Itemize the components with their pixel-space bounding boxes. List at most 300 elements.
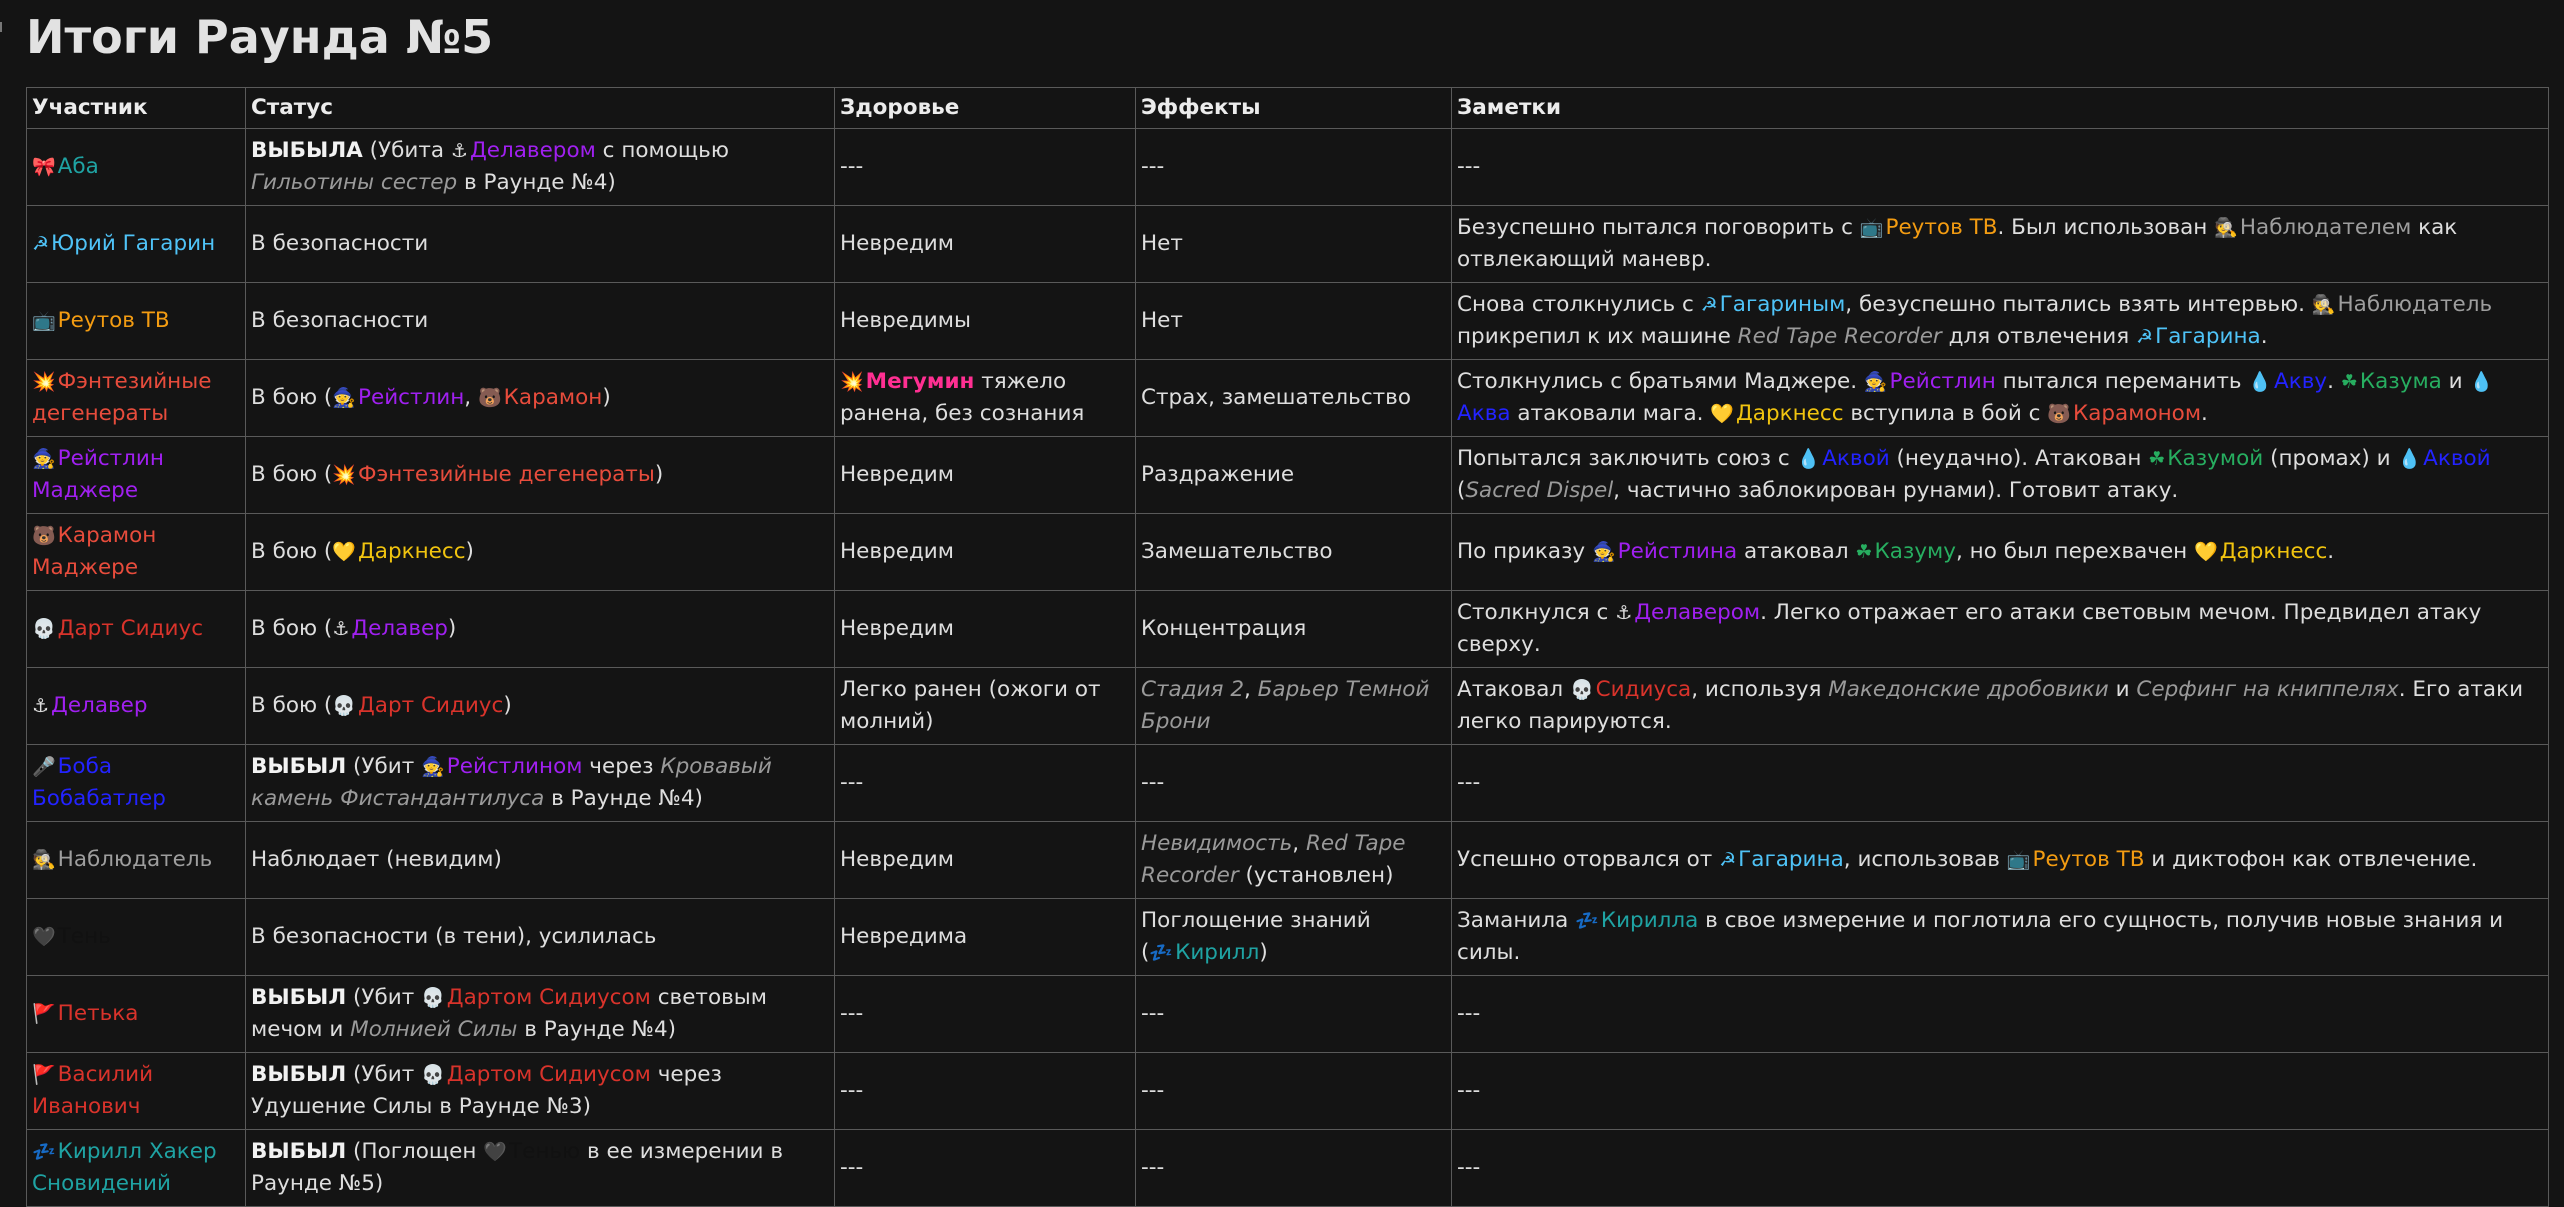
emoji-icon: ⚓ <box>450 140 468 162</box>
cell-health <box>835 360 1136 437</box>
cell-text: Невредима <box>840 924 968 949</box>
cell-text: ) <box>654 462 664 487</box>
cell-text: Дарт Сидиус <box>57 616 204 641</box>
cell-text: в Раунде №4) <box>544 786 703 811</box>
cell-text: --- <box>1141 1078 1165 1103</box>
cell-text: Аквой <box>1822 446 1890 471</box>
cell-text: Наблюдает (невидим) <box>251 847 502 872</box>
cell-effects <box>1136 1130 1452 1207</box>
cell-text: Македонские дробовики <box>1828 677 2109 702</box>
cell-text: Барьер Темной Брони <box>1141 677 1430 734</box>
cell-status <box>246 360 835 437</box>
cell-text: Аба <box>57 154 99 179</box>
cell-status <box>246 514 835 591</box>
cell-text: , но был перехвачен <box>1956 539 2195 564</box>
cell-notes <box>1452 206 2549 283</box>
emoji-icon: ⚓ <box>1615 602 1633 624</box>
cell-participant <box>27 1053 246 1130</box>
cell-text: Red Tape Recorder <box>1737 324 1942 349</box>
cell-text: Страх, замешательство <box>1141 385 1411 410</box>
cell-text: Рейстлином <box>446 754 583 779</box>
cell-text: Тень <box>57 924 111 949</box>
cell-text: В безопасности <box>251 231 429 256</box>
cell-participant <box>27 668 246 745</box>
cell-status <box>246 822 835 899</box>
cell-text: Дартом Сидиусом <box>446 1062 651 1087</box>
cell-status <box>246 899 835 976</box>
cell-effects <box>1136 1053 1452 1130</box>
cell-effects <box>1136 283 1452 360</box>
cell-text: Sacred Dispel <box>1465 478 1614 503</box>
emoji-icon: ☘ <box>2148 448 2166 470</box>
cell-health <box>835 437 1136 514</box>
cell-text: Делавер <box>51 693 148 718</box>
emoji-icon: 💤 <box>32 1141 56 1163</box>
cell-text: Боба Бобабатлер <box>32 754 166 811</box>
cell-status <box>246 437 835 514</box>
cell-text: вступила в бой с <box>1843 401 2048 426</box>
emoji-icon: 💥 <box>840 371 864 393</box>
cell-text: Заманила <box>1457 908 1576 933</box>
cell-text: Дарт Сидиус <box>358 693 504 718</box>
cell-status <box>246 129 835 206</box>
cell-text: (Убит <box>346 1062 422 1087</box>
cell-text: --- <box>1141 770 1165 795</box>
edge-marker <box>0 22 2 32</box>
cell-notes <box>1452 591 2549 668</box>
cell-text: . Был использован <box>1997 215 2215 240</box>
cell-text: Рейстлина <box>1617 539 1738 564</box>
cell-text: Дартом Сидиусом <box>446 985 651 1010</box>
cell-text: Акву <box>2274 369 2328 394</box>
cell-text: (Убита <box>362 138 451 163</box>
emoji-icon: 💥 <box>32 371 56 393</box>
table-row <box>27 514 2549 591</box>
table-body <box>27 129 2549 1207</box>
cell-text: Red Tape Recorder <box>1141 831 1406 888</box>
cell-status <box>246 1053 835 1130</box>
emoji-icon: 🧙 <box>421 756 445 778</box>
cell-text: . <box>2327 539 2335 564</box>
table-row <box>27 1130 2549 1207</box>
cell-text: через <box>582 754 661 779</box>
cell-effects <box>1136 206 1452 283</box>
cell-text: и <box>2441 369 2470 394</box>
cell-notes <box>1452 899 2549 976</box>
cell-text: В бою ( <box>251 539 333 564</box>
emoji-icon: 🧙 <box>332 387 356 409</box>
cell-text: Юрий Гагарин <box>51 231 216 256</box>
cell-effects <box>1136 514 1452 591</box>
cell-text: --- <box>840 154 864 179</box>
cell-text: Аквой <box>2423 446 2491 471</box>
cell-text: --- <box>1141 1155 1165 1180</box>
emoji-icon: ☭ <box>1700 294 1718 316</box>
cell-text: пытался переманить <box>1995 369 2249 394</box>
emoji-icon: 🚩 <box>32 1003 56 1025</box>
emoji-icon: 🐻 <box>2047 403 2071 425</box>
cell-text: Стадия 2 <box>1141 677 1244 702</box>
cell-text: , <box>464 385 478 410</box>
cell-effects <box>1136 360 1452 437</box>
emoji-icon: 💀 <box>1569 679 1594 701</box>
cell-text: с помощью <box>595 138 729 163</box>
cell-health <box>835 976 1136 1053</box>
cell-text: ВЫБЫЛ <box>251 754 347 779</box>
cell-text: Кровавый камень Фистандантилуса <box>251 754 772 811</box>
cell-text: ) <box>503 693 512 718</box>
cell-text: В бою ( <box>251 693 333 718</box>
cell-text: Аква <box>1457 401 1511 426</box>
cell-text: В бою ( <box>251 462 333 487</box>
cell-effects <box>1136 745 1452 822</box>
emoji-icon: 💛 <box>1710 403 1734 425</box>
emoji-icon: 🕵️ <box>2214 217 2238 239</box>
table-row <box>27 360 2549 437</box>
emoji-icon: 💀 <box>421 1064 445 1086</box>
cell-text: --- <box>840 770 864 795</box>
table-row <box>27 129 2549 206</box>
cell-effects <box>1136 899 1452 976</box>
emoji-icon: 🧙 <box>1863 371 1888 393</box>
cell-text: --- <box>840 1155 864 1180</box>
cell-text: ВЫБЫЛ <box>251 985 347 1010</box>
cell-text: ) <box>447 616 457 641</box>
cell-notes <box>1452 822 2549 899</box>
cell-text: Нет <box>1141 308 1183 333</box>
cell-text: в свое измерение и поглотила его сущность, получив новые знания и силы. <box>1457 908 2504 965</box>
emoji-icon: 🖤 <box>32 926 56 948</box>
cell-text: Гильотины сестер <box>251 170 458 195</box>
emoji-icon: 💤 <box>1149 942 1174 964</box>
emoji-icon: 🕵️ <box>2311 294 2336 316</box>
cell-text: Невредим <box>840 539 954 564</box>
emoji-icon: 🎤 <box>32 756 56 778</box>
emoji-icon: 💧 <box>2469 371 2494 393</box>
table-header-row <box>27 88 2549 129</box>
emoji-icon: 💀 <box>32 618 56 640</box>
cell-text: для отвлечения <box>1941 324 2137 349</box>
cell-text: ВЫБЫЛ <box>251 1139 347 1164</box>
page-title: Итоги Раунда №5 <box>26 10 494 64</box>
emoji-icon: 💛 <box>2194 541 2218 563</box>
emoji-icon: 💛 <box>332 541 356 563</box>
table-row <box>27 591 2549 668</box>
cell-text: --- <box>1457 1155 1481 1180</box>
cell-effects <box>1136 437 1452 514</box>
table-row <box>27 822 2549 899</box>
emoji-icon: 🖤 <box>483 1141 507 1163</box>
cell-text: ( <box>1457 478 1466 503</box>
cell-text: Карамон <box>503 385 603 410</box>
cell-text: В безопасности (в тени), усилилась <box>251 924 657 949</box>
cell-health <box>835 206 1136 283</box>
cell-text: Атаковал <box>1457 677 1570 702</box>
cell-text: Казума <box>2359 369 2442 394</box>
cell-health <box>835 514 1136 591</box>
table-row <box>27 899 2549 976</box>
emoji-icon: 💀 <box>332 695 356 717</box>
cell-health <box>835 591 1136 668</box>
cell-status <box>246 283 835 360</box>
cell-text: --- <box>1457 1078 1481 1103</box>
cell-text: Успешно оторвался от <box>1457 847 1720 872</box>
cell-text: ) <box>602 385 611 410</box>
cell-text: Молнией Силы <box>350 1017 518 1042</box>
emoji-icon: ☘ <box>1855 541 1873 563</box>
round-results-table <box>26 87 2549 1207</box>
cell-text: ) <box>1259 940 1268 965</box>
emoji-icon: 💧 <box>1796 448 1821 470</box>
cell-text: В бою ( <box>251 385 333 410</box>
emoji-icon: ☭ <box>1719 849 1737 871</box>
table-row <box>27 437 2549 514</box>
cell-text: Наблюдателем <box>2239 215 2412 240</box>
cell-text: Невидимость <box>1141 831 1293 856</box>
cell-text: Наблюдатель <box>57 847 213 872</box>
cell-health <box>835 668 1136 745</box>
cell-text: ) <box>465 539 474 564</box>
cell-text: Поглощение знаний ( <box>1141 908 1371 965</box>
cell-text: . <box>2201 401 2208 426</box>
cell-health <box>835 822 1136 899</box>
table-row <box>27 668 2549 745</box>
cell-effects <box>1136 976 1452 1053</box>
cell-participant <box>27 591 246 668</box>
emoji-icon: 🐻 <box>477 387 502 409</box>
emoji-icon: ☭ <box>32 233 50 255</box>
cell-text: (Убит <box>346 754 422 779</box>
cell-text: Делавером <box>1634 600 1761 625</box>
cell-health <box>835 1130 1136 1207</box>
emoji-icon: 🧙 <box>32 448 56 470</box>
cell-text: (неудачно). Атакован <box>1889 446 2149 471</box>
cell-text: Петька <box>57 1001 139 1026</box>
cell-participant <box>27 1130 246 1207</box>
cell-text: Концентрация <box>1141 616 1307 641</box>
emoji-icon: 🚩 <box>32 1064 56 1086</box>
cell-text: Снова столкнулись с <box>1457 292 1701 317</box>
cell-effects <box>1136 822 1452 899</box>
cell-status <box>246 591 835 668</box>
cell-participant <box>27 206 246 283</box>
emoji-icon: ☭ <box>2136 326 2154 348</box>
cell-notes <box>1452 1053 2549 1130</box>
cell-text: как отвлекающий маневр. <box>1457 215 2458 272</box>
cell-text: Даркнесс <box>2219 539 2328 564</box>
table-row <box>27 1053 2549 1130</box>
cell-health <box>835 745 1136 822</box>
cell-text: Невредим <box>840 847 954 872</box>
cell-text: Кирилла <box>1600 908 1699 933</box>
cell-participant <box>27 899 246 976</box>
cell-text: --- <box>840 1078 864 1103</box>
header-participant: Участник <box>27 88 246 129</box>
cell-status <box>246 668 835 745</box>
cell-effects <box>1136 129 1452 206</box>
header-notes: Заметки <box>1452 88 2549 129</box>
cell-text: В бою ( <box>251 616 333 641</box>
cell-health <box>835 129 1136 206</box>
cell-text: Столкнулись с братьями Маджере. <box>1457 369 1864 394</box>
cell-text: Даркнесс <box>1736 401 1844 426</box>
cell-participant <box>27 514 246 591</box>
cell-text: ВЫБЫЛА <box>251 138 363 163</box>
cell-text: Казуму <box>1874 539 1956 564</box>
cell-text: Кирилл <box>1175 940 1260 965</box>
cell-text: Невредим <box>840 462 954 487</box>
cell-text: Нет <box>1141 231 1183 256</box>
cell-health <box>835 1053 1136 1130</box>
cell-text: в Раунде №4) <box>517 1017 677 1042</box>
cell-text: Невредимы <box>840 308 971 333</box>
cell-text: прикрепил к их машине <box>1457 324 1738 349</box>
cell-text: Кирилл Хакер Сновидений <box>32 1139 217 1196</box>
table-row <box>27 745 2549 822</box>
cell-text: Делавером <box>469 138 596 163</box>
cell-text: в Раунде №4) <box>457 170 616 195</box>
cell-text: Даркнесс <box>358 539 466 564</box>
cell-text: (промах) и <box>2263 446 2398 471</box>
emoji-icon: 📺 <box>1859 217 1884 239</box>
cell-text: Легко ранен (ожоги от молний) <box>840 677 1101 734</box>
cell-text: Замешательство <box>1141 539 1333 564</box>
cell-text: --- <box>1457 154 1481 179</box>
cell-text: --- <box>1141 154 1165 179</box>
cell-text: в ее измерении в Раунде №5) <box>251 1139 784 1196</box>
cell-text: Рейстлин <box>358 385 465 410</box>
cell-effects <box>1136 591 1452 668</box>
cell-text: Сидиуса <box>1595 677 1692 702</box>
header-health: Здоровье <box>835 88 1136 129</box>
cell-text: , безуспешно пытались взять интервью. <box>1845 292 2312 317</box>
cell-participant <box>27 745 246 822</box>
cell-text: . <box>2327 369 2341 394</box>
cell-text: ВЫБЫЛ <box>251 1062 347 1087</box>
cell-participant <box>27 129 246 206</box>
cell-effects <box>1136 668 1452 745</box>
cell-text: и диктофон как отвлечение. <box>2144 847 2478 872</box>
cell-notes <box>1452 437 2549 514</box>
cell-text: (Поглощен <box>346 1139 484 1164</box>
cell-text: Гагариным <box>1719 292 1846 317</box>
cell-text: Рейстлин <box>1889 369 1996 394</box>
cell-text: Безуспешно пытался поговорить с <box>1457 215 1860 240</box>
cell-text: Василий Иванович <box>32 1062 154 1119</box>
cell-text: Реутов ТВ <box>1885 215 1998 240</box>
cell-text: --- <box>1141 1001 1165 1026</box>
header-status: Статус <box>246 88 835 129</box>
cell-text: Тенью <box>508 1139 581 1164</box>
cell-text: , частично заблокирован рунами). Готовит атаку. <box>1613 478 2179 503</box>
emoji-icon: 💧 <box>2397 448 2422 470</box>
table-row <box>27 206 2549 283</box>
cell-text: В безопасности <box>251 308 429 333</box>
cell-text: тяжело ранена, без сознания <box>840 369 1085 426</box>
cell-text: Карамоном <box>2072 401 2202 426</box>
cell-participant <box>27 437 246 514</box>
emoji-icon: 📺 <box>2006 849 2031 871</box>
cell-participant <box>27 360 246 437</box>
cell-text: Реутов ТВ <box>2032 847 2145 872</box>
emoji-icon: 🎀 <box>32 156 56 178</box>
cell-notes <box>1452 745 2549 822</box>
cell-text: Фэнтезийные дегенераты <box>32 369 212 426</box>
cell-participant <box>27 976 246 1053</box>
emoji-icon: ⚓ <box>332 618 350 640</box>
cell-text: --- <box>840 1001 864 1026</box>
cell-text: и <box>2108 677 2137 702</box>
cell-text: Попытался заключить союз с <box>1457 446 1797 471</box>
cell-text: (Убит <box>346 985 422 1010</box>
cell-text: Фэнтезийные дегенераты <box>358 462 655 487</box>
cell-participant <box>27 283 246 360</box>
cell-status <box>246 745 835 822</box>
cell-text: Казумой <box>2167 446 2264 471</box>
cell-text: Гагарина <box>1738 847 1844 872</box>
cell-text: , использовав <box>1843 847 2007 872</box>
cell-health <box>835 899 1136 976</box>
cell-text: . <box>2260 324 2268 349</box>
cell-text: атаковали мага. <box>1510 401 1711 426</box>
cell-text: Рейстлин Маджере <box>32 446 164 503</box>
cell-text: световым мечом и <box>251 985 767 1042</box>
cell-notes <box>1452 668 2549 745</box>
emoji-icon: ☘ <box>2340 371 2358 393</box>
cell-text: (установлен) <box>1238 863 1394 888</box>
emoji-icon: ⚓ <box>32 695 50 717</box>
cell-notes <box>1452 514 2549 591</box>
cell-text: --- <box>1457 770 1481 795</box>
emoji-icon: 💀 <box>421 987 445 1009</box>
header-effects: Эффекты <box>1136 88 1452 129</box>
cell-text: , <box>1244 677 1258 702</box>
cell-text: атаковал <box>1737 539 1856 564</box>
cell-text: Столкнулся с <box>1457 600 1616 625</box>
emoji-icon: 💤 <box>1575 910 1599 932</box>
emoji-icon: 🐻 <box>32 525 56 547</box>
emoji-icon: 🕵️ <box>32 849 56 871</box>
cell-notes <box>1452 283 2549 360</box>
cell-health <box>835 283 1136 360</box>
cell-text: , <box>1292 831 1306 856</box>
cell-notes <box>1452 360 2549 437</box>
cell-notes <box>1452 129 2549 206</box>
cell-text: Наблюдатель <box>2337 292 2493 317</box>
emoji-icon: 📺 <box>32 310 56 332</box>
cell-text: Невредим <box>840 616 954 641</box>
cell-notes <box>1452 1130 2549 1207</box>
table-row <box>27 283 2549 360</box>
emoji-icon: 💧 <box>2248 371 2273 393</box>
cell-notes <box>1452 976 2549 1053</box>
cell-status <box>246 1130 835 1207</box>
cell-status <box>246 976 835 1053</box>
cell-text: Делавер <box>351 616 448 641</box>
cell-text: Гагарина <box>2155 324 2261 349</box>
emoji-icon: 🧙 <box>1591 541 1616 563</box>
cell-status <box>246 206 835 283</box>
cell-text: Невредим <box>840 231 954 256</box>
cell-text: . Его атаки легко парируются. <box>1457 677 2524 734</box>
cell-text: через Удушение Силы в Раунде №3) <box>251 1062 722 1119</box>
cell-text: , используя <box>1691 677 1829 702</box>
cell-text: . Легко отражает его атаки световым мечом. Предвидел атаку сверху. <box>1457 600 2482 657</box>
cell-participant <box>27 822 246 899</box>
cell-text: Мегумин <box>865 369 975 394</box>
cell-text: --- <box>1457 1001 1481 1026</box>
table-row <box>27 976 2549 1053</box>
